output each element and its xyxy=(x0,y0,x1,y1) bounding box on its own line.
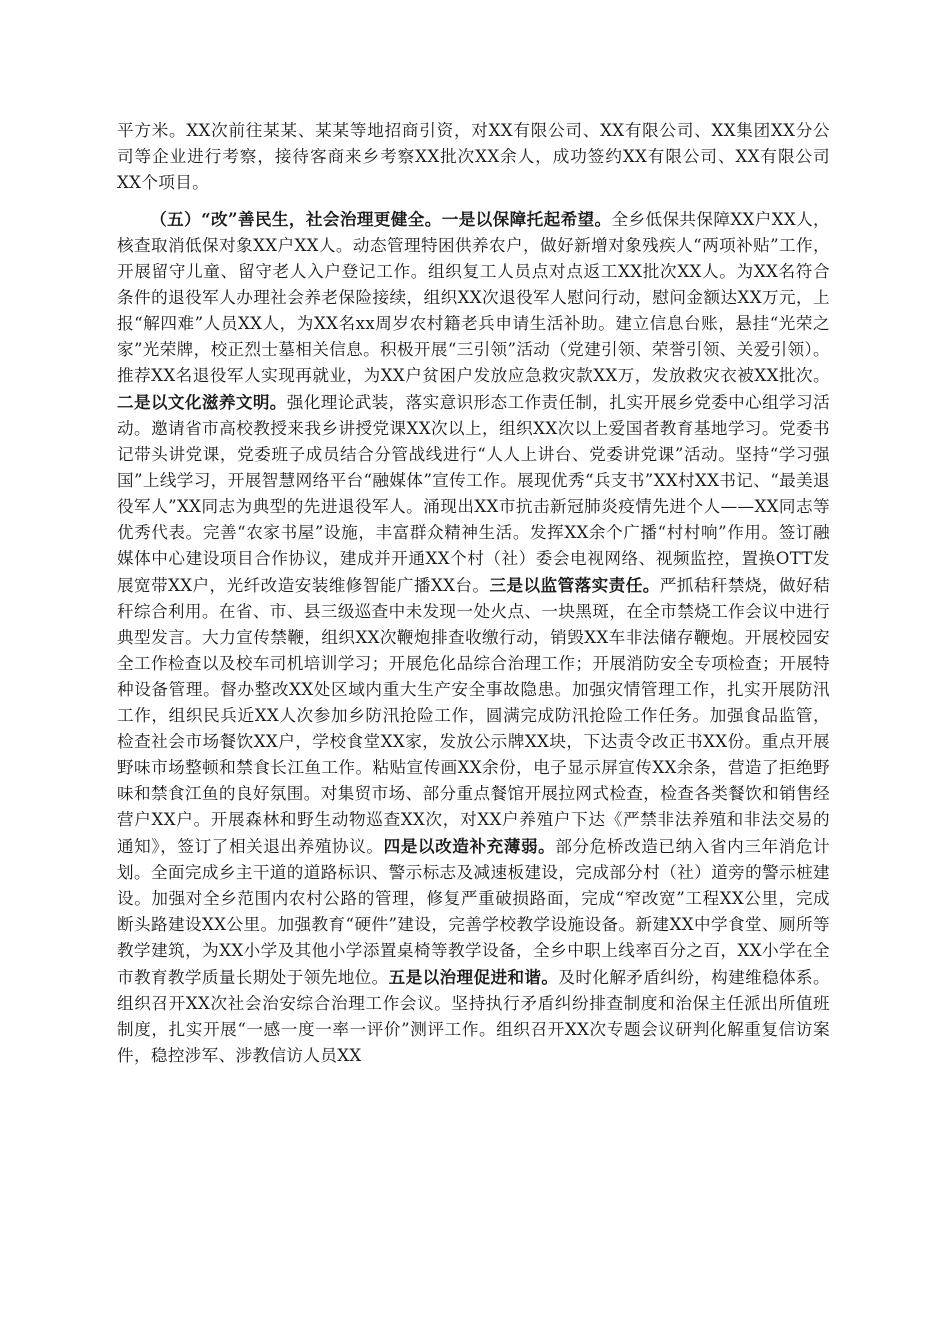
subheading-supervision: 三是以监管落实责任。 xyxy=(489,575,660,595)
section-heading: （五）“改”善民生，社会治理更健全。一是以保障托起希望。 xyxy=(150,209,612,229)
paragraph-text-2: 强化理论武装，落实意识形态工作责任制，扎实开展乡党委中心组学习活动。邀请省市高校教授来我乡讲授党课XX次以上，组织XX次以上爱国者教育基地学习。党委书记带头讲党课，党委班子成员结合分管战线进行“人人上讲台、党委讲党课”活动。坚持“学习强国”上线学习，开展智慧网络平台“融媒体”宣传工作。展现优秀“兵支书”XX村XX书记、“最美退役军人”XX同志为典型的先进退役军人。涌现出XX市抗击新冠肺炎疫情先进个人——XX同志等优秀代表。完善“农家书屋”设施，丰富群众精神生活。发挥XX余个广播“村村响”作用。签订融媒体中心建设项目合作协议，建成并开通XX个村（社）委会电视网络、视频监控，置换OTT发展宽带XX户，光纤改造安装维修智能广播XX台。 xyxy=(117,393,831,595)
paragraph-livelihood xyxy=(117,206,830,1069)
subheading-governance: 五是以治理促进和谐。 xyxy=(388,967,559,987)
paragraph-investment: 平方米。XX次前往某某、某某等地招商引资，对XX有限公司、XX有限公司、XX集团XX分公司等企业进行考察，接待客商来乡考察XX批次XX余人，成功签约XX有限公司、XX有限公司XX个项目。 xyxy=(117,121,830,192)
document-page xyxy=(117,118,830,1069)
subheading-culture: 二是以文化滋养文明。 xyxy=(117,392,287,412)
paragraph-text-3: 严抓秸秆禁烧，做好秸秆综合利用。在省、市、县三级巡查中未发现一处火点、一块黑斑，在全市禁烧工作会议中进行典型发言。大力宣传禁鞭，组织XX次鞭炮排查收缴行动，销毁XX车非法储存鞭炮。开展校园安全工作检查以及校车司机培训学习；开展危化品综合治理工作；开展消防安全专项检查；开展特种设备管理。督办整改XX处区域内重大生产安全事故隐患。加强灾情管理工作，扎实开展防汛工作，组织民兵近XX人次参加乡防汛抢险工作，圆满完成防汛抢险工作任务。加强食品监管，检查社会市场餐饮XX户，学校食堂XX家，发放公示牌XX块，下达责令改正书XX份。重点开展野味市场整顿和禁食长江鱼工作。粘贴宣传画XX余份，电子显示屏宣传XX余条，营造了拒绝野味和禁食江鱼的良好氛围。对集贸市场、部分重点餐馆开展拉网式检查，检查各类餐饮和销售经营户XX户。开展森林和野生动物巡查XX次，对XX户养殖户下达《严禁非法养殖和非法交易的通知》，签订了相关退出养殖协议。 xyxy=(117,576,830,856)
paragraph-text-4: 部分危桥改造已纳入省内三年消危计划。全面完成乡主干道的道路标识、警示标志及减速板建设，完成部分村（社）道旁的警示桩建设。加强对全乡范围内农村公路的管理，修复严重破损路面，完成“窄改宽”工程XX公里，完成断头路建设XX公里。加强教育“硬件”建设，完善学校教学设施设备。新建XX中学食堂、厕所等教学建筑，为XX小学及其他小学添置桌椅等教学设备，全乡中职上线率百分之百，XX小学在全市教育教学质量长期处于领先地位。 xyxy=(117,837,830,987)
subheading-renovation: 四是以改造补充薄弱。 xyxy=(383,836,556,856)
paragraph-text-1: 全乡低保共保障XX户XX人，核查取消低保对象XX户XX人。动态管理特困供养农户，做好新增对象残疾人“两项补贴”工作，开展留守儿童、留守老人入户登记工作。组织复工人员点对点返工XX批次XX人。为XX名符合条件的退役军人办理社会养老保险接续，组织XX次退役军人慰问行动，慰问金额达XX万元，上报“解四难”人员XX人，为XX名xx周岁农村籍老兵申请生活补助。建立信息台账，悬挂“光荣之家”光荣牌，校正烈士墓相关信息。积极开展“三引领”活动（党建引领、荣誉引领、关爱引领）。推荐XX名退役军人实现再就业，为XX户贫困户发放应急救灾款XX万，发放救灾衣被XX批次。 xyxy=(117,210,830,385)
paragraph-text-5: 及时化解矛盾纠纷，构建维稳体系。组织召开XX次社会治安综合治理工作会议。坚持执行矛盾纠纷排查制度和治保主任派出所值班制度，扎实开展“一感一度一率一评价”测评工作。组织召开XX次专题会议研判化解重复信访案件，稳控涉军、涉教信访人员XX xyxy=(117,968,830,1065)
